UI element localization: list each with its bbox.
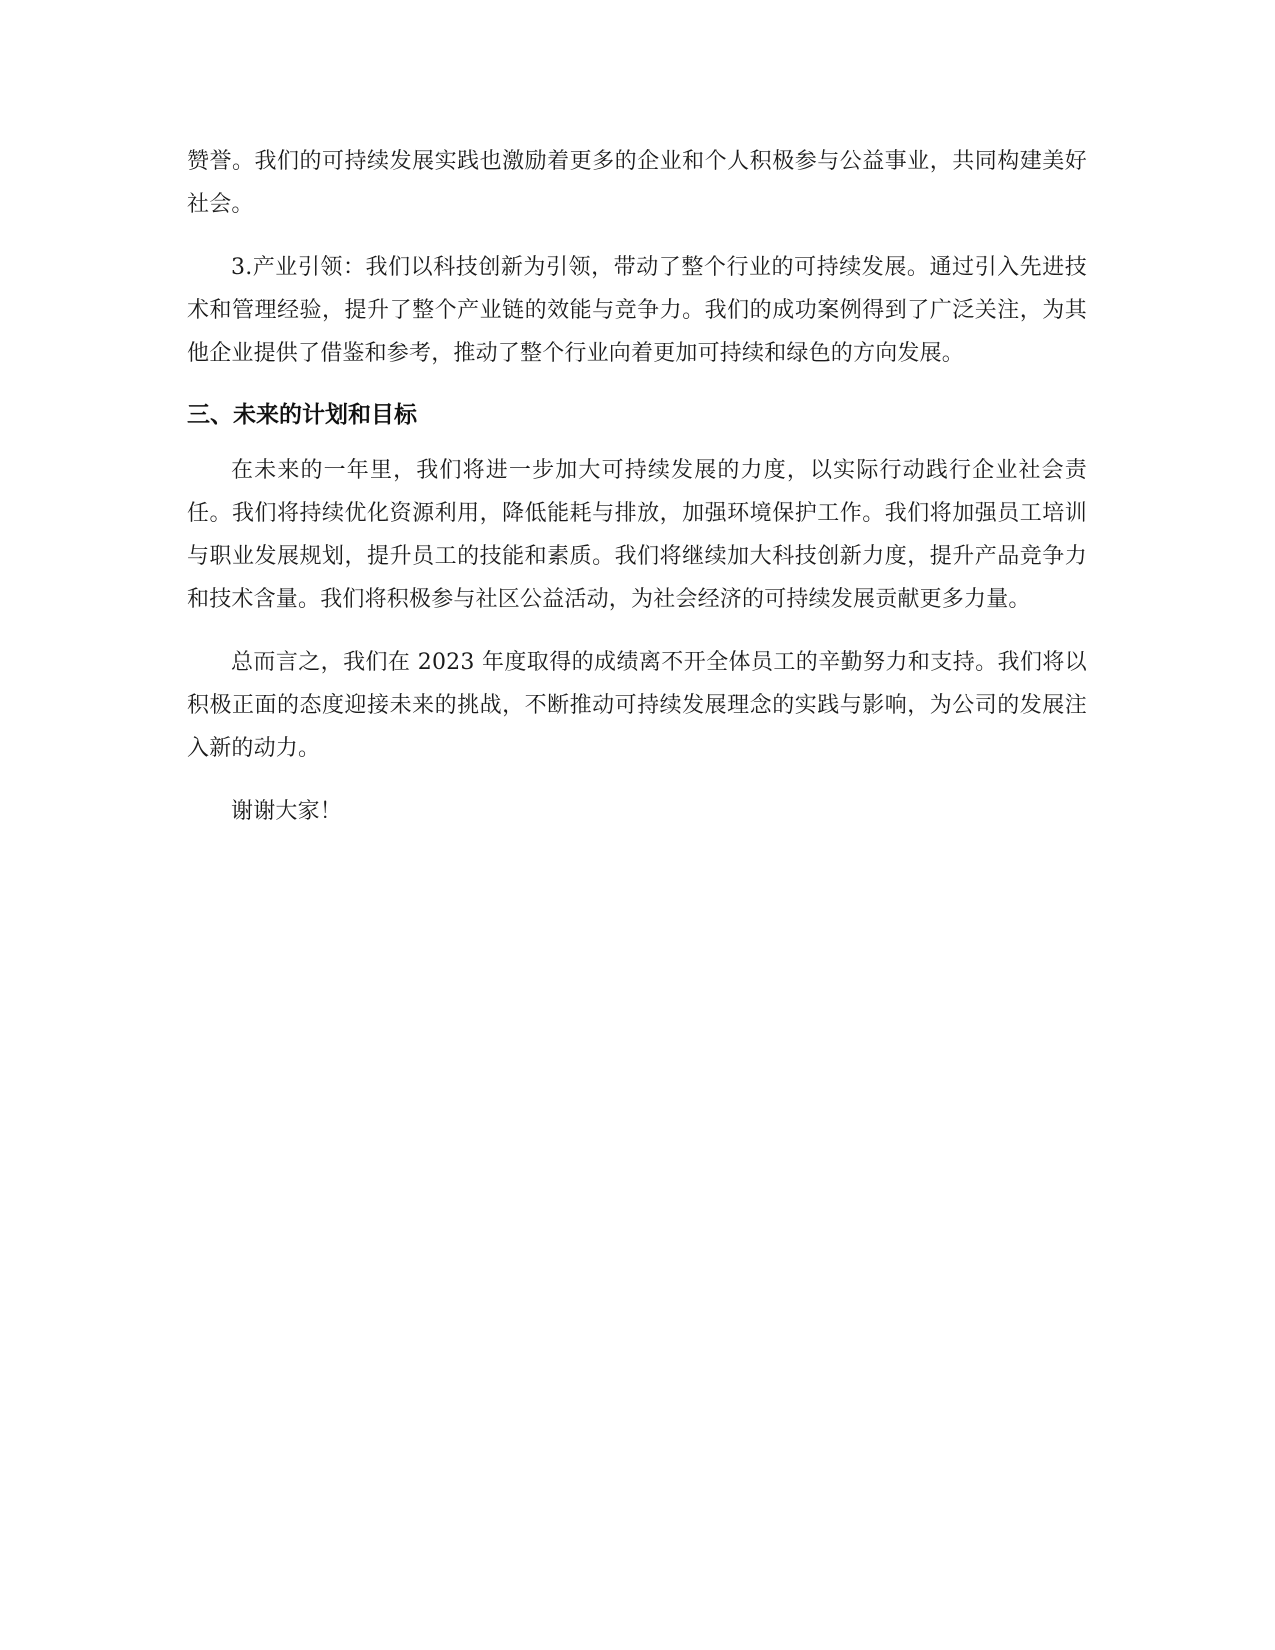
paragraph-summary: 总而言之，我们在 2023 年度取得的成绩离不开全体员工的辛勤努力和支持。我们将以积极正面的态度迎接未来的挑战，不断推动可持续发展理念的实践与影响，为公司的发展注入新的动力。 — [187, 650, 1087, 761]
paragraph-future-plans: 在未来的一年里，我们将进一步加大可持续发展的力度，以实际行动践行企业社会责任。我们将持续优化资源利用，降低能耗与排放，加强环境保护工作。我们将加强员工培训与职业发展规划，提升员工的技能和素质。我们将继续加大科技创新力度，提升产品竞争力和技术含量。我们将积极参与社区公益活动，为社会经济的可持续发展贡献更多力量。 — [187, 458, 1087, 612]
paragraph-thanks: 谢谢大家！ — [231, 799, 343, 824]
section-heading: 三、未来的计划和目标 — [187, 402, 417, 428]
paragraph-industry-leadership: 3.产业引领：我们以科技创新为引领，带动了整个行业的可持续发展。通过引入先进技术和管理经验，提升了整个产业链的效能与竞争力。我们的成功案例得到了广泛关注，为其他企业提供了借鉴和参考，推动了整个行业向着更加可持续和绿色的方向发展。 — [187, 255, 1087, 366]
paragraph-continuation: 赞誉。我们的可持续发展实践也激励着更多的企业和个人积极参与公益事业，共同构建美好社会。 — [187, 149, 1087, 217]
document-page — [187, 140, 1087, 853]
